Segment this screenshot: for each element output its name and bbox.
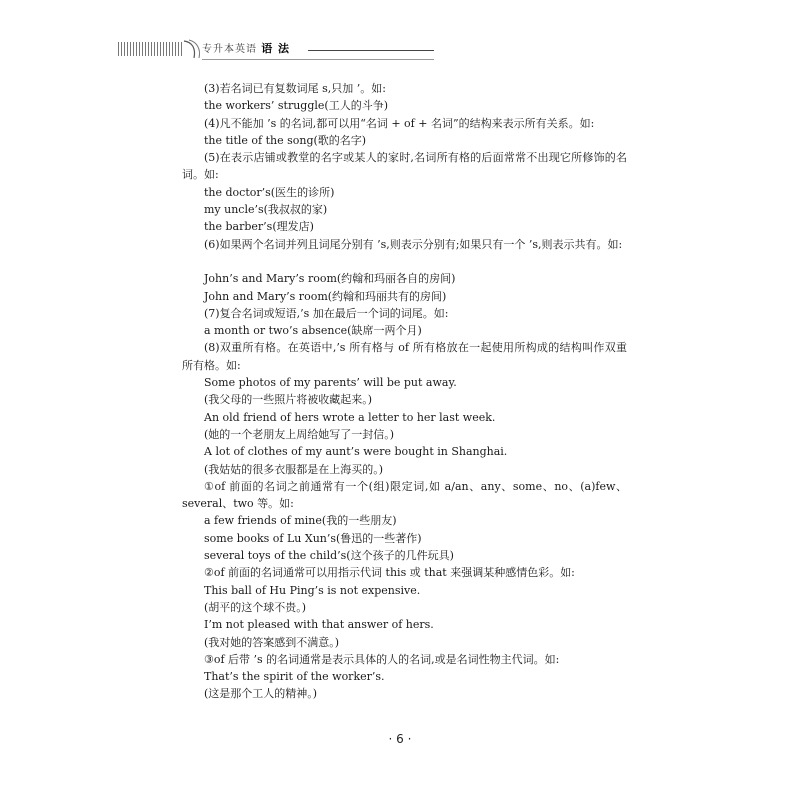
text-line: That’s the spirit of the worker’s. (204, 670, 385, 684)
text-line: A lot of clothes of my aunt’s were bought in Shanghai. (204, 445, 508, 459)
text-line: the workers’ struggle(工人的斗争) (204, 99, 388, 113)
header-title (202, 40, 290, 56)
text-line: An old friend of hers wrote a letter to her last week. (204, 410, 496, 424)
text-line: ②of 前面的名词通常可以用指示代词 this 或 that 来强调某种感情色彩。如: (204, 566, 575, 580)
text-line: the doctor’s(医生的诊所) (204, 185, 335, 199)
running-header (118, 38, 318, 60)
text-line: Some photos of my parents’ will be put away. (204, 376, 457, 390)
text-paragraph: ①of 前面的名词之前通常有一个(组)限定词,如 a/an、any、some、no、(a)few、several、two 等。如: (182, 479, 627, 511)
text-line: (我对她的答案感到不满意。) (204, 635, 340, 649)
header-swirl-icon (182, 38, 204, 60)
text-line: (胡平的这个球不贵。) (204, 600, 307, 614)
header-title-prefix: 专升本英语 (202, 44, 257, 55)
text-line: the title of the song(歌的名字) (204, 133, 367, 147)
text-line: (她的一个老朋友上周给她写了一封信。) (204, 427, 395, 441)
page-number: · 6 · (388, 732, 412, 746)
text-line: a few friends of mine(我的一些朋友) (204, 514, 397, 528)
header-hatch-decoration (118, 42, 182, 56)
header-rule (308, 50, 434, 51)
header-underline (202, 59, 434, 60)
body-text (182, 80, 627, 703)
text-paragraph: (6)如果两个名词并列且词尾分别有 ’s,则表示分别有;如果只有一个 ’s,则表示共有。如: (204, 237, 623, 251)
text-line: (我父母的一些照片将被收藏起来。) (204, 393, 373, 407)
text-line: (4)凡不能加 ’s 的名词,都可以用“名词 + of + 名词”的结构来表示所有关系。如: (204, 116, 595, 130)
text-paragraph: (5)在表示店铺或教堂的名字或某人的家时,名词所有格的后面常常不出现它所修饰的名词。如: (182, 151, 627, 182)
text-line: some books of Lu Xun’s(鲁迅的一些著作) (204, 531, 422, 545)
text-line: several toys of the child’s(这个孩子的几件玩具) (204, 549, 454, 563)
text-line: my uncle’s(我叔叔的家) (204, 203, 328, 217)
text-line: John’s and Mary’s room(约翰和玛丽各自的房间) (204, 272, 456, 286)
text-line: (我姑姑的很多衣服都是在上海买的。) (204, 462, 384, 476)
text-line: This ball of Hu Ping’s is not expensive. (204, 583, 421, 597)
text-line: (这是那个工人的精神。) (204, 687, 318, 701)
text-line: I’m not pleased with that answer of hers. (204, 618, 434, 632)
text-line: the barber’s(理发店) (204, 220, 314, 234)
text-line: a month or two’s absence(缺席一两个月) (204, 324, 422, 338)
text-line: John and Mary’s room(约翰和玛丽共有的房间) (204, 289, 447, 303)
text-paragraph: (8)双重所有格。在英语中,’s 所有格与 of 所有格放在一起使用所构成的结构叫作双重所有格。如: (182, 341, 627, 372)
header-title-bold: 语 法 (261, 42, 291, 55)
text-line: ③of 后带 ’s 的名词通常是表示具体的人的名词,或是名词性物主代词。如: (204, 652, 560, 666)
text-line: (3)若名词已有复数词尾 s,只加 ’。如: (204, 82, 386, 95)
text-line: (7)复合名词或短语,’s 加在最后一个词的词尾。如: (204, 306, 449, 320)
